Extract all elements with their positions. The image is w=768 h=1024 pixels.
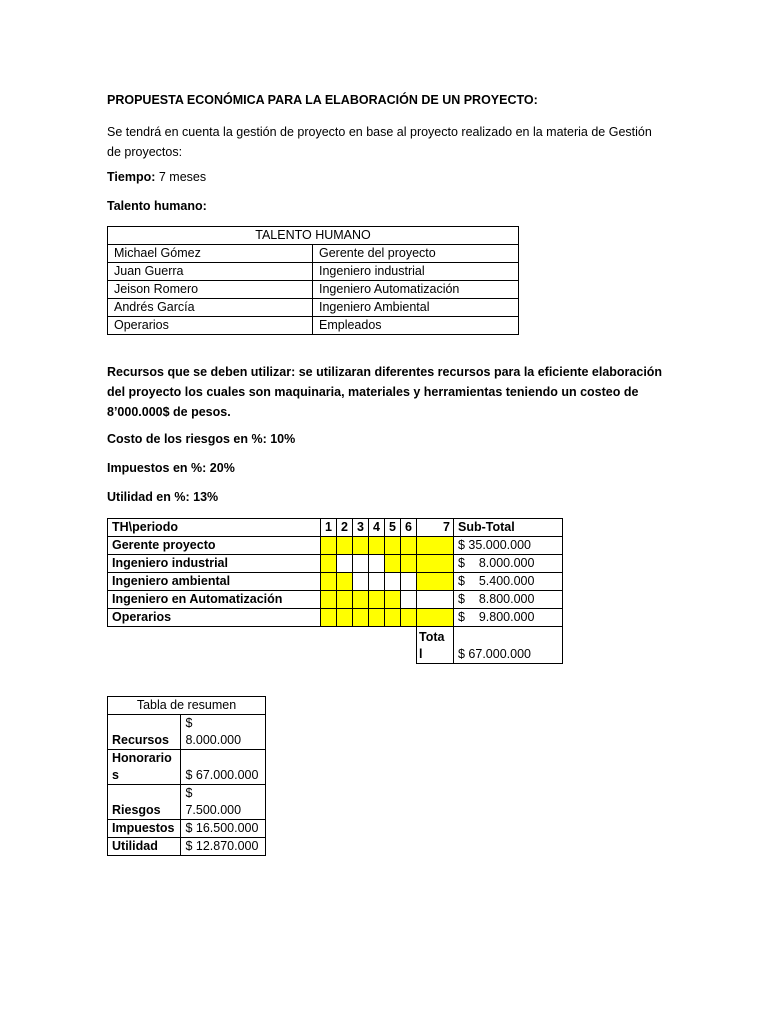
- period-cell: [401, 573, 417, 591]
- period-cell: [353, 537, 369, 555]
- period-cell: [321, 537, 337, 555]
- resumen-header: Tabla de resumen: [108, 697, 266, 715]
- period-cell: [401, 537, 417, 555]
- period-cell: [321, 591, 337, 609]
- period-cell: [369, 573, 385, 591]
- resumen-key: Honorario s: [108, 750, 181, 785]
- period-cell: [417, 555, 454, 573]
- person-role: Ingeniero Automatización: [313, 281, 519, 299]
- period-header: 7: [417, 519, 454, 537]
- resumen-value: $ 8.000.000: [181, 715, 266, 750]
- table-row: [108, 317, 519, 335]
- resumen-key: Recursos: [108, 715, 181, 750]
- period-cell: [321, 555, 337, 573]
- periodo-role: Ingeniero ambiental: [108, 573, 321, 591]
- riesgos-percentage: Costo de los riesgos en %: 10%: [107, 432, 296, 446]
- periodo-role: Ingeniero en Automatización: [108, 591, 321, 609]
- total-label: Tota l: [417, 627, 454, 664]
- periodo-role: Gerente proyecto: [108, 537, 321, 555]
- person-role: Ingeniero industrial: [313, 263, 519, 281]
- period-cell: [401, 555, 417, 573]
- resumen-value: $ 7.500.000: [181, 785, 266, 820]
- period-cell: [369, 555, 385, 573]
- talento-label: Talento humano:: [107, 199, 207, 213]
- periodo-row: [108, 609, 563, 627]
- table-header-row: [108, 227, 519, 245]
- table-row: [108, 281, 519, 299]
- resumen-row: [108, 785, 266, 820]
- period-cell: [417, 609, 454, 627]
- total-spacer: [108, 627, 417, 664]
- impuestos-percentage: Impuestos en %: 20%: [107, 461, 235, 475]
- periodo-subtotal: $ 5.400.000: [454, 573, 563, 591]
- person-name: Operarios: [108, 317, 313, 335]
- period-cell: [369, 591, 385, 609]
- periodo-header-row: [108, 519, 563, 537]
- talento-humano-table: [107, 226, 519, 335]
- recursos-text: se utilizaran diferentes recursos para la eficiente elaboración del proyecto los cuales son maquinaria, materiales y herramientas teniendo un costeo de 8’000.000$ de pesos.: [107, 365, 663, 419]
- period-cell: [353, 591, 369, 609]
- person-name: Andrés García: [108, 299, 313, 317]
- periodo-body: [108, 537, 563, 627]
- period-cell: [353, 573, 369, 591]
- person-role: Empleados: [313, 317, 519, 335]
- periodo-subtotal: $ 8.800.000: [454, 591, 563, 609]
- person-role: Ingeniero Ambiental: [313, 299, 519, 317]
- table-header: TALENTO HUMANO: [108, 227, 519, 245]
- resumen-row: [108, 715, 266, 750]
- period-header: 2: [337, 519, 353, 537]
- period-cell: [337, 537, 353, 555]
- periodo-header-label: TH\periodo: [108, 519, 321, 537]
- period-cell: [369, 537, 385, 555]
- tiempo-label: Tiempo:: [107, 170, 156, 184]
- period-cell: [337, 555, 353, 573]
- intro-paragraph: Se tendrá en cuenta la gestión de proyecto en base al proyecto realizado en la materia de Gestión de proyectos:: [107, 125, 652, 159]
- person-role: Gerente del proyecto: [313, 245, 519, 263]
- period-header: 5: [385, 519, 401, 537]
- period-cell: [353, 555, 369, 573]
- period-header: 4: [369, 519, 385, 537]
- periodo-row: [108, 591, 563, 609]
- period-cell: [417, 573, 454, 591]
- subtotal-header: Sub-Total: [454, 519, 563, 537]
- resumen-row: [108, 820, 266, 838]
- utilidad-percentage: Utilidad en %: 13%: [107, 490, 219, 504]
- periodo-role: Operarios: [108, 609, 321, 627]
- period-cell: [353, 609, 369, 627]
- resumen-header-row: [108, 697, 266, 715]
- recursos-paragraph: [107, 362, 667, 422]
- person-name: Juan Guerra: [108, 263, 313, 281]
- total-row: [108, 627, 563, 664]
- period-header: 3: [353, 519, 369, 537]
- table-row: [108, 263, 519, 281]
- recursos-label: Recursos que se deben utilizar:: [107, 365, 296, 379]
- period-header: 6: [401, 519, 417, 537]
- table-row: [108, 299, 519, 317]
- period-cell: [417, 537, 454, 555]
- period-cell: [385, 591, 401, 609]
- period-cell: [337, 609, 353, 627]
- period-cell: [337, 591, 353, 609]
- periodo-subtotal: $ 8.000.000: [454, 555, 563, 573]
- period-cell: [401, 591, 417, 609]
- period-cell: [385, 555, 401, 573]
- resumen-row: [108, 838, 266, 856]
- resumen-key: Riesgos: [108, 785, 181, 820]
- total-value: $ 67.000.000: [454, 627, 563, 664]
- period-cell: [385, 609, 401, 627]
- table-row: [108, 245, 519, 263]
- periodo-table: [107, 518, 563, 664]
- tiempo-line: [107, 170, 206, 184]
- period-cell: [337, 573, 353, 591]
- page-title: PROPUESTA ECONÓMICA PARA LA ELABORACIÓN DE UN PROYECTO:: [107, 93, 538, 107]
- resumen-key: Utilidad: [108, 838, 181, 856]
- person-name: Michael Gómez: [108, 245, 313, 263]
- period-cell: [417, 591, 454, 609]
- resumen-value: $ 16.500.000: [181, 820, 266, 838]
- person-name: Jeison Romero: [108, 281, 313, 299]
- periodo-subtotal: $ 9.800.000: [454, 609, 563, 627]
- resumen-value: $ 67.000.000: [181, 750, 266, 785]
- period-cell: [321, 609, 337, 627]
- periodo-row: [108, 537, 563, 555]
- tiempo-value: 7 meses: [158, 170, 207, 184]
- resumen-value: $ 12.870.000: [181, 838, 266, 856]
- period-cell: [321, 573, 337, 591]
- resumen-key: Impuestos: [108, 820, 181, 838]
- period-cell: [401, 609, 417, 627]
- period-cell: [385, 537, 401, 555]
- periodo-role: Ingeniero industrial: [108, 555, 321, 573]
- periodo-row: [108, 573, 563, 591]
- period-cell: [369, 609, 385, 627]
- period-cell: [385, 573, 401, 591]
- periodo-row: [108, 555, 563, 573]
- period-header: 1: [321, 519, 337, 537]
- resumen-table: [107, 696, 266, 856]
- resumen-row: [108, 750, 266, 785]
- periodo-subtotal: $ 35.000.000: [454, 537, 563, 555]
